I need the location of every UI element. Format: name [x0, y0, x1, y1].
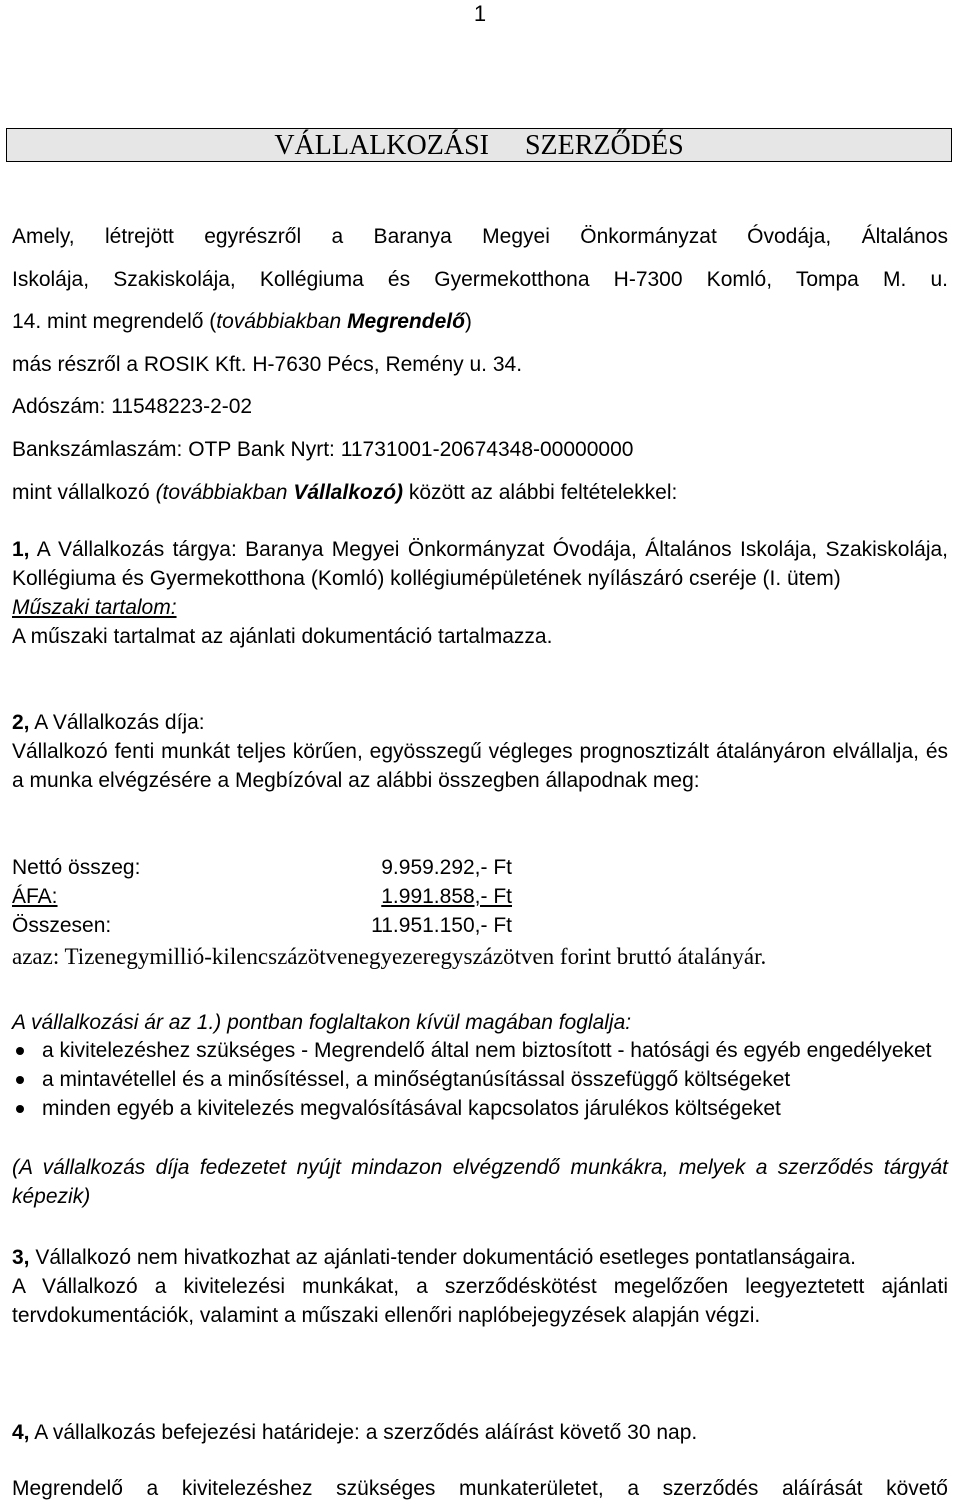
- bullet-item: a kivitelezéshez szükséges - Megrendelő által nem biztosított - hatósági és egyéb engedélyeket: [12, 1036, 948, 1065]
- vallalkozo-label: Vállalkozó): [293, 481, 404, 504]
- fee-coverage-text: (A vállalkozás díja fedezetet nyújt mindazon elvégzendő munkákra, melyek a szerződés tárgyát képezik): [12, 1156, 948, 1208]
- intro-line-4: más részről a ROSIK Kft. H-7630 Pécs, Remény u. 34.: [12, 353, 523, 376]
- section-2-number: 2,: [12, 711, 30, 734]
- section-4: [12, 1418, 948, 1447]
- amount-in-words: azaz: Tizenegymillió-kilencszázötvenegyezeregyszázötven forint bruttó átalányár.: [12, 944, 767, 969]
- intro-line-7-italic: (továbbiakban: [155, 481, 294, 504]
- last-line: Megrendelő a kivitelezéshez szükséges munkaterületet, a szerződés aláírását követő: [12, 1477, 948, 1500]
- amount-row-netto: [12, 853, 512, 882]
- intro-line-1: Amely, létrejött egyrészről a Baranya Megyei Önkormányzat Óvodája, Általános: [12, 225, 948, 248]
- included-items: [12, 1036, 948, 1123]
- section-1: [12, 535, 948, 651]
- amount-row-afa: [12, 882, 512, 911]
- intro-line-3-pre: 14. mint megrendelő (: [12, 310, 217, 333]
- bullet-item: minden egyéb a kivitelezés megvalósításával kapcsolatos járulékos költségeket: [12, 1094, 948, 1123]
- intro-line-3-italic: továbbiakban: [216, 310, 348, 333]
- section-3-body-1: Vállalkozó nem hivatkozhat az ajánlati-tender dokumentáció esetleges pontatlanságaira.: [29, 1246, 857, 1269]
- section-1-number: 1,: [12, 538, 30, 561]
- section-1-text: [12, 535, 948, 593]
- amounts-table: [12, 853, 948, 940]
- amount-label: Nettó összeg:: [12, 856, 141, 879]
- section-3-number: 3,: [12, 1246, 30, 1269]
- section-3-text-2: A Vállalkozó a kivitelezési munkákat, a szerződéskötést megelőzően leegyeztetett ajánlati tervdokumentációk, valamint a műszaki ellenőri naplóbejegyzések alapján végzi.: [12, 1275, 948, 1327]
- fee-coverage-note: [12, 1153, 948, 1211]
- megrendelo-label: Megrendelő: [347, 310, 465, 333]
- section-1-body: A Vállalkozás tárgya: Baranya Megyei Önkormányzat Óvodája, Általános Iskolája, Szakiskolája, Kollégiuma és Gyermekotthona (Komló) kollégiumépületének nyílászáró cseréje (I. ütem): [12, 538, 948, 590]
- intro-line-7-pre: mint vállalkozó: [12, 481, 156, 504]
- intro-line-3-post: ): [464, 310, 472, 333]
- bullet-item: a mintavétellel és a minősítéssel, a minőségtanúsítással összefüggő költségeket: [12, 1065, 948, 1094]
- section-4-body: A vállalkozás befejezési határideje: a szerződés aláírást követő 30 nap.: [29, 1421, 698, 1444]
- document-title: [6, 128, 952, 162]
- bankszamla: Bankszámlaszám: OTP Bank Nyrt: 11731001-20674348-00000000: [12, 438, 634, 461]
- amount-value: 11.951.150,- Ft: [371, 914, 512, 937]
- section-2-heading: [12, 708, 948, 737]
- intro-line-2: Iskolája, Szakiskolája, Kollégiuma és Gyermekotthona H-7300 Komló, Tompa M. u.: [12, 268, 948, 291]
- amount-value: 9.959.292,- Ft: [381, 856, 512, 879]
- adoszam: Adószám: 11548223-2-02: [12, 395, 253, 418]
- title-word-2: SZERZŐDÉS: [524, 130, 684, 161]
- page-number: 1: [473, 1, 487, 26]
- section-2-text: Vállalkozó fenti munkát teljes körűen, egyösszegű végleges prognosztizált átalányáron elvállalja, és a munka elvégzésére a Megbízóval az alábbi összegben állapodnak meg:: [12, 740, 948, 792]
- intro-line-7: [12, 478, 948, 507]
- section-3-text-1: [12, 1243, 948, 1272]
- title-word-1: VÁLLALKOZÁSI: [274, 130, 489, 161]
- section-2: [12, 708, 948, 795]
- section-3: [12, 1243, 948, 1330]
- intro-line-7-post: között az alábbi feltételekkel:: [403, 481, 678, 504]
- muszaki-tartalom-heading: Műszaki tartalom:: [12, 596, 177, 619]
- section-2-title: A Vállalkozás díja:: [29, 711, 205, 734]
- price-includes-text: A vállalkozási ár az 1.) pontban foglaltakon kívül magában foglalja:: [12, 1011, 632, 1034]
- amount-value: 1.991.858,- Ft: [381, 885, 512, 908]
- section-1-subtext: A műszaki tartalmat az ajánlati dokumentáció tartalmazza.: [12, 625, 553, 648]
- amount-label: ÁFA:: [12, 885, 58, 908]
- amount-row-osszesen: [12, 911, 512, 940]
- intro-line-3: [12, 307, 948, 336]
- section-1-subheading: [12, 593, 948, 622]
- amount-label: Összesen:: [12, 914, 112, 937]
- section-4-number: 4,: [12, 1421, 30, 1444]
- price-includes-note: [12, 1008, 948, 1037]
